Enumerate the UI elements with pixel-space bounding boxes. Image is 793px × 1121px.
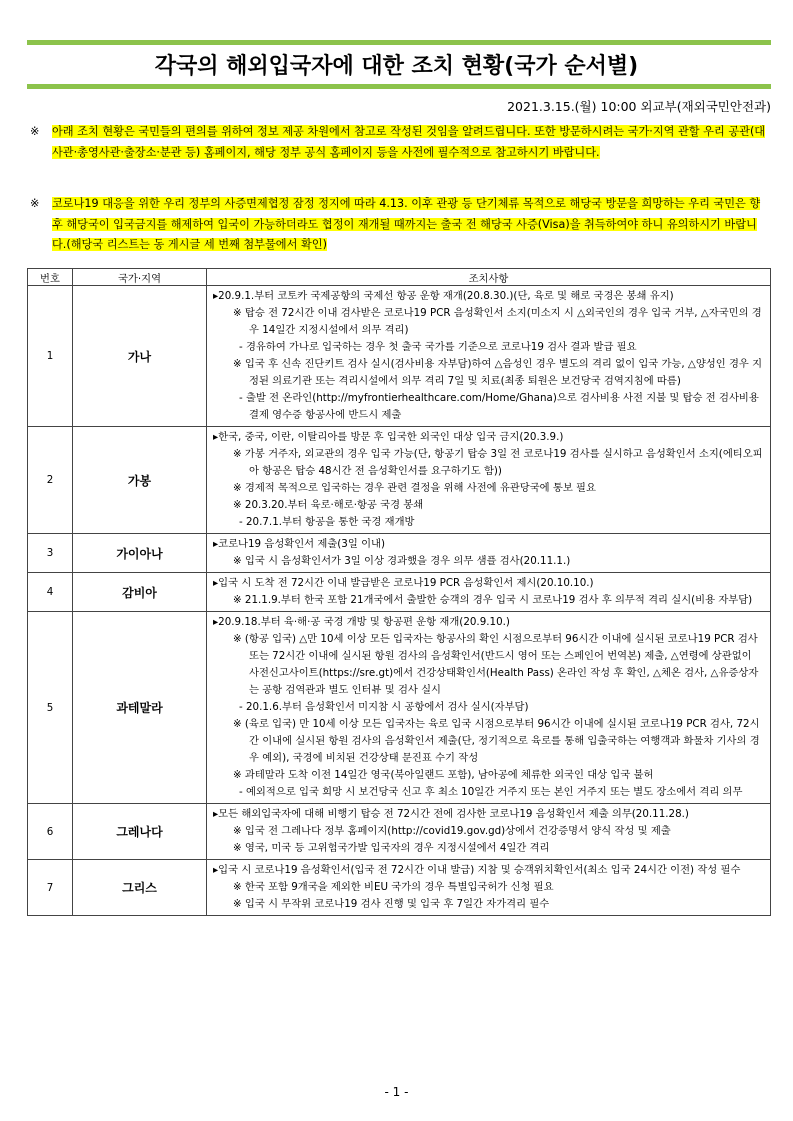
page-number: - 1 - bbox=[384, 1085, 409, 1099]
row-number: 7 bbox=[28, 860, 73, 916]
measure-line: ▸한국, 중국, 이란, 이탈리아를 방문 후 입국한 외국인 대상 입국 금지(20.3.9.) bbox=[213, 431, 564, 443]
notice-text: 코로나19 대응을 위한 우리 정부의 사증면제협정 잠정 정지에 따라 4.13. 이후 관광 등 단기체류 목적으로 해당국 방문을 희망하는 우리 국민은 향후 해당국이 입국금지를 해제하여 입국이 가능하더라도 협정이 재개될 때까지는 출국 전 해당국 사증(Visa)을 취득하여야 하니 유의하시기 바랍니다.(해당국 리스트는 동 게시글 세 번째 첨부물에서 확인) bbox=[52, 197, 761, 251]
table-header-row bbox=[28, 269, 771, 286]
measure-line: ※ (항공 입국) △만 10세 이상 모든 입국자는 항공사의 확인 시점으로부터 96시간 이내에 실시된 코로나19 PCR 검사 또는 72시간 이내에 실시된 항원 검사의 음성확인서(반드시 영어 또는 스페인어 번역본) 제출, △연령에 상관없이 사전신고사이트(https://sre.gt)에서 건강상태확인서(Health Pass) 온라인 작성 후 확인, △체온 검사, △유증상자는 공항 검역관과 별도 인터뷰 및 검사 실시 bbox=[233, 633, 759, 696]
measure-line: - 20.7.1.부터 항공을 통한 국경 재개방 bbox=[239, 516, 415, 528]
row-number: 2 bbox=[28, 427, 73, 534]
notice-1 bbox=[30, 122, 770, 163]
measure-line: - 출발 전 온라인(http://myfrontierhealthcare.com/Home/Ghana)으로 검사비용 사전 지불 및 탑승 전 검사비용 결제 영수증 항공사에 반드시 제출 bbox=[239, 392, 759, 421]
measure-line: ▸입국 시 도착 전 72시간 이내 발급받은 코로나19 PCR 음성확인서 제시(20.10.10.) bbox=[213, 577, 594, 589]
notice-2 bbox=[30, 194, 770, 256]
row-number: 5 bbox=[28, 612, 73, 804]
country-name: 가나 bbox=[73, 286, 207, 427]
notice-text: 아래 조치 현황은 국민들의 편의를 위하여 정보 제공 차원에서 참고로 작성된 것임을 알려드립니다. 또한 방문하시려는 국가·지역 관할 우리 공관(대사관·총영사관·출장소·분관 등) 홈페이지, 해당 정부 공식 홈페이지 등을 사전에 필수적으로 참고하시기 바랍니다. bbox=[52, 125, 766, 159]
title-top-bar bbox=[27, 40, 771, 45]
measure-line: ※ 과테말라 도착 이전 14일간 영국(북아일랜드 포함), 남아공에 체류한 외국인 대상 입국 불허 bbox=[233, 769, 654, 781]
measure-line: ※ 한국 포함 9개국을 제외한 비EU 국가의 경우 특별입국허가 신청 필요 bbox=[233, 881, 554, 893]
measure-line: ※ 21.1.9.부터 한국 포함 21개국에서 출발한 승객의 경우 입국 시 코로나19 검사 후 의무적 격리 실시(비용 자부담) bbox=[233, 594, 753, 606]
table-row bbox=[28, 534, 771, 573]
measure-cell bbox=[207, 534, 771, 573]
date-line: 2021.3.15.(월) 10:00 외교부(재외국민안전과) bbox=[507, 99, 771, 114]
row-number: 6 bbox=[28, 804, 73, 860]
measures-table bbox=[27, 268, 771, 916]
measure-line: ※ 가봉 거주자, 외교관의 경우 입국 가능(단, 항공기 탑승 3일 전 코로나19 검사를 실시하고 음성확인서 소지(에티오피아 항공은 탑승 48시간 전 음성확인서를 요구하기도 함)) bbox=[233, 448, 763, 477]
measure-line: ※ 입국 시 음성확인서가 3일 이상 경과했을 경우 의무 샘플 검사(20.11.1.) bbox=[233, 555, 571, 567]
measure-cell bbox=[207, 573, 771, 612]
title-bottom-bar bbox=[27, 84, 771, 89]
table-row bbox=[28, 286, 771, 427]
country-name: 과테말라 bbox=[73, 612, 207, 804]
measure-line: ※ 경제적 목적으로 입국하는 경우 관련 결정을 위해 사전에 유관당국에 통보 필요 bbox=[233, 482, 596, 494]
table-row bbox=[28, 804, 771, 860]
row-number: 3 bbox=[28, 534, 73, 573]
notice-mark: ※ bbox=[30, 197, 40, 210]
table-row bbox=[28, 427, 771, 534]
row-number: 1 bbox=[28, 286, 73, 427]
measure-line: - 예외적으로 입국 희망 시 보건당국 신고 후 최소 10일간 거주지 또는 본인 거주지 또는 별도 장소에서 격리 의무 bbox=[239, 786, 743, 798]
table-row bbox=[28, 612, 771, 804]
header-country: 국가·지역 bbox=[73, 269, 207, 286]
notice-mark: ※ bbox=[30, 125, 40, 138]
measure-line: - 20.1.6.부터 음성확인서 미지참 시 공항에서 검사 실시(자부담) bbox=[239, 701, 529, 713]
measure-line: ▸20.9.18.부터 육·해·공 국경 개방 및 항공편 운항 재개(20.9.10.) bbox=[213, 616, 510, 628]
page-title: 각국의 해외입국자에 대한 조치 현황(국가 순서별) bbox=[154, 54, 639, 79]
measure-cell bbox=[207, 427, 771, 534]
measure-cell bbox=[207, 286, 771, 427]
country-name: 그리스 bbox=[73, 860, 207, 916]
measure-line: ▸코로나19 음성확인서 제출(3일 이내) bbox=[213, 538, 385, 550]
country-name: 감비아 bbox=[73, 573, 207, 612]
measure-line: ※ 탑승 전 72시간 이내 검사받은 코로나19 PCR 음성확인서 소지(미소지 시 △외국인의 경우 입국 거부, △자국민의 경우 14일간 지정시설에서 의무 격리) bbox=[233, 307, 762, 336]
measure-line: ▸20.9.1.부터 코토카 국제공항의 국제선 항공 운항 재개(20.8.30.)(단, 육로 및 해로 국경은 봉쇄 유지) bbox=[213, 290, 674, 302]
table-row bbox=[28, 860, 771, 916]
measure-cell bbox=[207, 804, 771, 860]
header-no: 번호 bbox=[28, 269, 73, 286]
measure-line: ※ 입국 시 무작위 코로나19 검사 진행 및 입국 후 7일간 자가격리 필수 bbox=[233, 898, 550, 910]
measure-line: ※ 20.3.20.부터 육로·해로·항공 국경 봉쇄 bbox=[233, 499, 424, 511]
header-measures: 조치사항 bbox=[207, 269, 771, 286]
measure-line: ※ 입국 전 그레나다 정부 홈페이지(http://covid19.gov.gd)상에서 건강증명서 양식 작성 및 제출 bbox=[233, 825, 671, 837]
measure-line: ▸모든 해외입국자에 대해 비행기 탑승 전 72시간 전에 검사한 코로나19 음성확인서 제출 의무(20.11.28.) bbox=[213, 808, 689, 820]
measure-line: ▸입국 시 코로나19 음성확인서(입국 전 72시간 이내 발급) 지참 및 승객위치확인서(최소 입국 24시간 이전) 작성 필수 bbox=[213, 864, 741, 876]
measure-cell bbox=[207, 612, 771, 804]
measure-line: ※ 영국, 미국 등 고위험국가발 입국자의 경우 지정시설에서 4일간 격리 bbox=[233, 842, 550, 854]
country-name: 가봉 bbox=[73, 427, 207, 534]
measure-cell bbox=[207, 860, 771, 916]
country-name: 그레나다 bbox=[73, 804, 207, 860]
row-number: 4 bbox=[28, 573, 73, 612]
table-row bbox=[28, 573, 771, 612]
measure-line: - 경유하여 가나로 입국하는 경우 첫 출국 국가를 기준으로 코로나19 검사 결과 발급 필요 bbox=[239, 341, 637, 353]
measure-line: ※ 입국 후 신속 진단키트 검사 실시(검사비용 자부담)하여 △음성인 경우 별도의 격리 없이 입국 가능, △양성인 경우 지정된 의료기관 또는 격리시설에서 의무 격리 7일 및 치료(최종 퇴원은 보건당국 검역지침에 따름) bbox=[233, 358, 763, 387]
country-name: 가이아나 bbox=[73, 534, 207, 573]
measure-line: ※ (육로 입국) 만 10세 이상 모든 입국자는 육로 입국 시점으로부터 96시간 이내에 실시된 코로나19 PCR 검사, 72시간 이내에 실시된 항원 검사의 음성확인서 제출(단, 정기적으로 육로를 통해 입출국하는 여행객과 화물차 기사의 경우 예외), 국경에 비치된 건강상태 문진표 수기 작성 bbox=[233, 718, 760, 764]
